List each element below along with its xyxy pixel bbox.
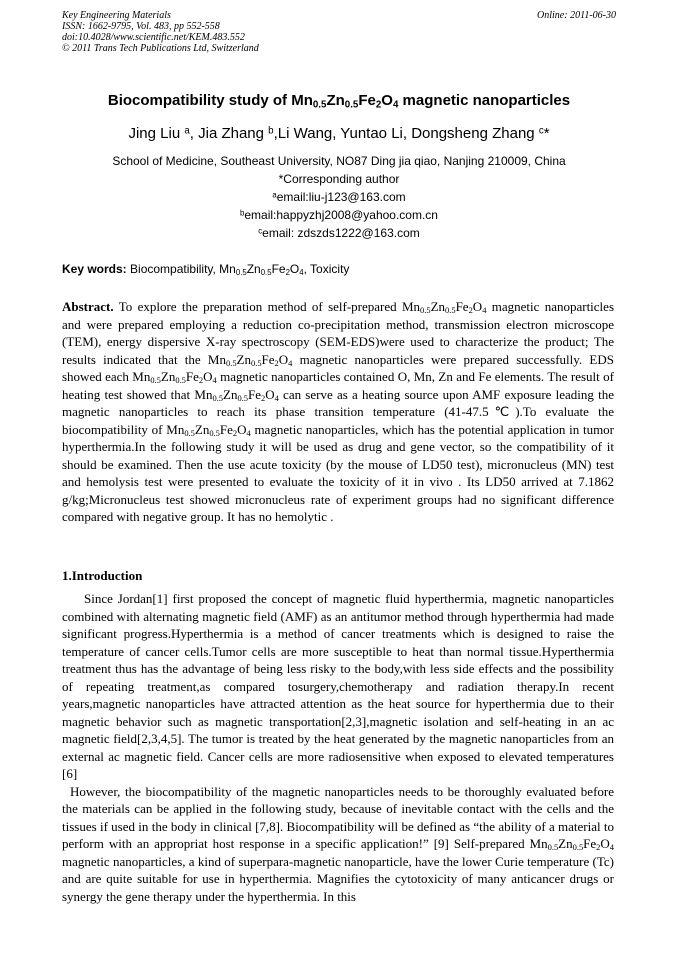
introduction-body xyxy=(62,590,614,905)
email-c: $^c$email: zdszds1222@163.com xyxy=(258,226,420,240)
email-b: $^b$email:happyzhj2008@yahoo.com.cn xyxy=(240,208,438,222)
journal-name: Key Engineering Materials xyxy=(62,10,171,21)
intro-paragraph-1: Since Jordan[1] first proposed the concept of magnetic fluid hyperthermia, magnetic nanoparticles combined with alternating magnetic field (AMF) as an antitumor method through hyperthermia had made significant progress.Hyperthermia is a method of cancer treatments which is designed to raise the temperature of cancer cells.Tumor cells are more susceptible to heat than normal tissue.Hyperthermia treatment thus has the advantage of being less risky to the body,with less side effects and the possibility of repeating treatment,as compared tosurgery,chemotherapy and radiation therapy.In recent years,magnetic nanoparticles have attracted attention as the heat source for hyperthermia due to their magnetic behavior such as magnetic transportation[2,3],magnetic isolation and self-heating in an ac magnetic field[2,3,4,5]. The tumor is treated by the heat generated by the magnetic nanoparticles from an external ac magnetic field. Cancer cells are more radiosensitive when exposed to elevated temperatures [6] xyxy=(62,591,614,781)
doi-line: doi:10.4028/www.scientific.net/KEM.483.552 xyxy=(62,32,245,43)
section-heading-introduction: 1.Introduction xyxy=(62,568,143,583)
issn-line: ISSN: 1662-9795, Vol. 483, pp 552-558 xyxy=(62,21,220,32)
email-a: $^a$email:liu-j123@163.com xyxy=(272,190,406,204)
keywords-label: Key words: xyxy=(62,262,127,276)
online-date: Online: 2011-06-30 xyxy=(537,10,616,21)
author-list: Jing Liu $^a$, Jia Zhang $^b$,Li Wang, Yuntao Li, Dongsheng Zhang $^c$* xyxy=(128,125,550,142)
keywords-text: Biocompatibility, $Mn_{0.5}Zn_{0.5}Fe_2O_4$, Toxicity xyxy=(130,262,350,277)
intro-paragraph-2: However, the biocompatibility of the magnetic nanoparticles needs to be thoroughly evaluated before the materials can be applied in the following study, because of inevitable contact with the cells and the tissues if used in the body in clinical [7,8]. Biocompatibility will be defined as “the ability of a material to perform with an appropriat host response in a specific application!” [9] Self-prepared $Mn_{0.5}Zn_{0.5}Fe_2O_4$ magnetic nanoparticles, a kind of superpara-magnetic nanoparticle, have the lower Curie temperature (Tc) and are quite suitable for use in hyperthermia. Magnifies the cytotoxicity of many anticancer drugs or synergy the gene therapy under the hyperthermia. In this xyxy=(62,783,614,904)
abstract-label: Abstract. xyxy=(62,299,114,314)
paper-title: Biocompatibility study of $Mn_{0.5}Zn_{0.5}Fe_2O_4$ magnetic nanoparticles xyxy=(107,92,571,111)
corresponding-note: *Corresponding author xyxy=(278,172,400,186)
journal-header xyxy=(62,10,616,54)
abstract-text: To explore the preparation method of self-prepared $Mn_{0.5}Zn_{0.5}Fe_2O_4$ magnetic nanoparticles and were prepared employing a reduction co-precipitation method, transmission electron microscope (TEM), energy dispersive X-ray spectroscopy (SEM-EDS)were used to characterize the product; The results indicated that the $Mn_{0.5}Zn_{0.5}Fe_2O_4$ magnetic nanoparticles were prepared successfully. EDS showed each $Mn_{0.5}Zn_{0.5}Fe_2O_4$ magnetic nanoparticles contained O, Mn, Zn and Fe elements. The result of heating test showed that $Mn_{0.5}Zn_{0.5}Fe_2O_4$ can serve as a heating source upon AMF exposure leading the magnetic nanoparticles to reach its phase transition temperature (41-47.5℃).To evaluate the biocompatibility of $Mn_{0.5}Zn_{0.5}Fe_2O_4$ magnetic nanoparticles, which has the potential application in tumor hyperthermia.In the following study it will be used as drug and gene vector, so the compatibility of it should be examined. Then the use acute toxicity (by the mouse of LD50 test), micronucleus (MN) test and hemolysis test were presented to evaluate the toxicity of it in vivo . Its LD50 arrived at 7.1862 g/kg;Micronucleus test showed micronucleus rate of experiment groups had no significant difference compared with negative group. It has no hemolytic . xyxy=(62,299,615,524)
keywords xyxy=(62,262,618,276)
abstract xyxy=(62,298,614,526)
affiliation: School of Medicine, Southeast University, NO87 Ding jia qiao, Nanjing 210009, China xyxy=(112,154,566,168)
copyright-line: © 2011 Trans Tech Publications Ltd, Switzerland xyxy=(62,43,259,54)
